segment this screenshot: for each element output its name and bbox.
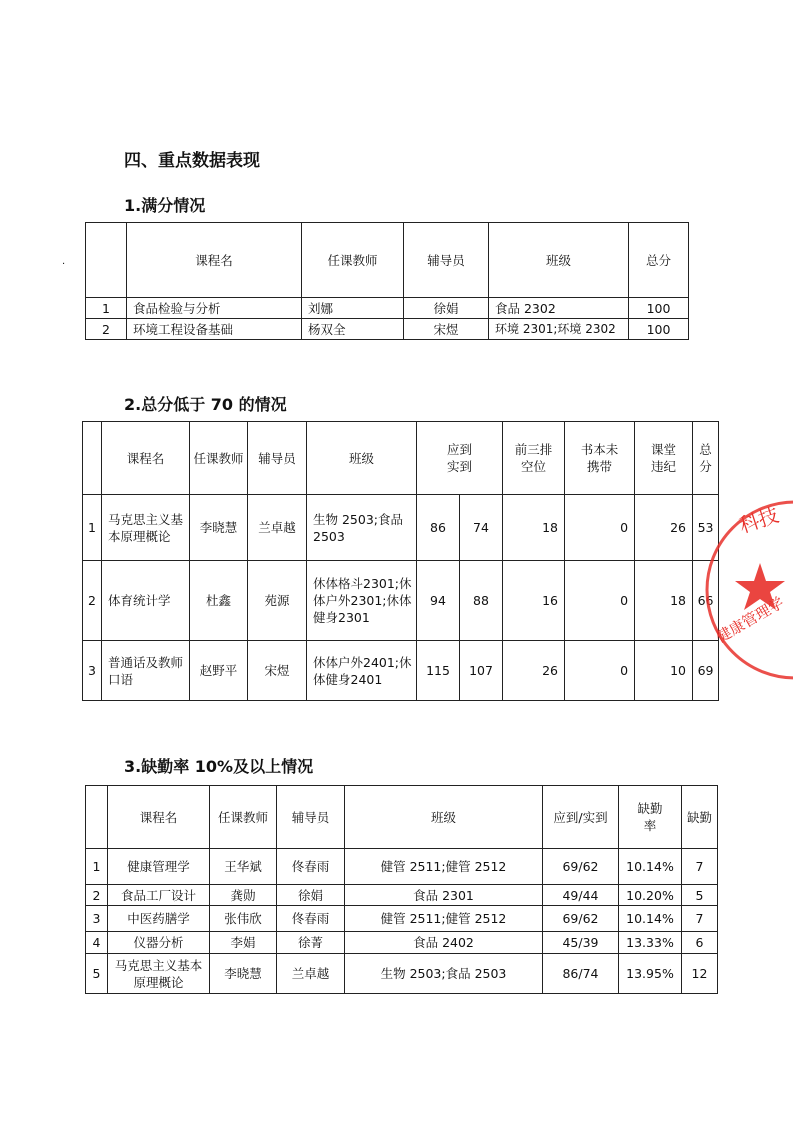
header-cell: 班级	[345, 786, 543, 849]
cell: 66	[693, 561, 719, 641]
header-cell: 缺勤率	[619, 786, 682, 849]
cell: 0	[565, 641, 635, 701]
cell: 69/62	[543, 906, 619, 932]
table-row	[86, 906, 718, 932]
cell: 0	[565, 561, 635, 641]
cell: 16	[503, 561, 565, 641]
table-row	[86, 954, 718, 994]
cell: 26	[635, 495, 693, 561]
table-header-row	[86, 786, 718, 849]
cell: 食品 2402	[345, 932, 543, 954]
cell: 徐菁	[277, 932, 345, 954]
cell: 食品 2301	[345, 885, 543, 906]
cell: 1	[83, 495, 102, 561]
cell: 健管 2511;健管 2512	[345, 849, 543, 885]
cell: 1	[86, 298, 127, 319]
cell: 53	[693, 495, 719, 561]
cell: 2	[86, 319, 127, 340]
header-cell: 任课教师	[190, 422, 248, 495]
cell: 食品工厂设计	[108, 885, 210, 906]
cell: 2	[83, 561, 102, 641]
header-cell: 总分	[693, 422, 719, 495]
cell: 宋煜	[248, 641, 307, 701]
cell: 88	[460, 561, 503, 641]
cell: 李晓慧	[210, 954, 277, 994]
cell: 7	[682, 906, 718, 932]
cell: 6	[682, 932, 718, 954]
cell: 赵野平	[190, 641, 248, 701]
header-cell: 辅导员	[248, 422, 307, 495]
cell: 马克思主义基本原理概论	[102, 495, 190, 561]
cell: 18	[635, 561, 693, 641]
full-score-table	[85, 222, 689, 340]
cell: 100	[629, 298, 689, 319]
cell: 12	[682, 954, 718, 994]
cell: 食品检验与分析	[127, 298, 302, 319]
header-cell: 班级	[307, 422, 417, 495]
cell: 兰卓越	[277, 954, 345, 994]
cell: 13.95%	[619, 954, 682, 994]
header-cell: 前三排空位	[503, 422, 565, 495]
cell: 徐娟	[277, 885, 345, 906]
cell: 18	[503, 495, 565, 561]
cell: 86/74	[543, 954, 619, 994]
table-row	[86, 298, 689, 319]
table-row	[86, 849, 718, 885]
cell: 兰卓越	[248, 495, 307, 561]
cell: 杨双全	[302, 319, 404, 340]
cell: 体育统计学	[102, 561, 190, 641]
cell: 3	[86, 906, 108, 932]
header-cell: 课程名	[108, 786, 210, 849]
cell: 中医药膳学	[108, 906, 210, 932]
cell: 5	[682, 885, 718, 906]
header-cell: 总分	[629, 223, 689, 298]
table-row	[83, 561, 719, 641]
cell: 2	[86, 885, 108, 906]
header-cell: 辅导员	[277, 786, 345, 849]
cell: 94	[417, 561, 460, 641]
cell: 45/39	[543, 932, 619, 954]
table3-title: 3.缺勤率 10%及以上情况	[124, 757, 314, 776]
cell: 86	[417, 495, 460, 561]
cell: 仪器分析	[108, 932, 210, 954]
header-cell: 任课教师	[210, 786, 277, 849]
header-cell	[86, 786, 108, 849]
cell: 10.14%	[619, 849, 682, 885]
table-header-row	[86, 223, 689, 298]
seal-text-bottom: 健康管理学	[713, 593, 787, 647]
cell: 5	[86, 954, 108, 994]
cell: 佟春雨	[277, 906, 345, 932]
cell: 107	[460, 641, 503, 701]
cell: 环境工程设备基础	[127, 319, 302, 340]
cell: 1	[86, 849, 108, 885]
cell: 普通话及教师口语	[102, 641, 190, 701]
table1-title: 1.满分情况	[124, 196, 206, 215]
cell: 0	[565, 495, 635, 561]
cell: 3	[83, 641, 102, 701]
cell: 李晓慧	[190, 495, 248, 561]
cell: 7	[682, 849, 718, 885]
cell: 49/44	[543, 885, 619, 906]
header-cell: 缺勤	[682, 786, 718, 849]
cell: 环境 2301;环境 2302	[489, 319, 629, 340]
cell: 徐娟	[404, 298, 489, 319]
header-cell: 课程名	[127, 223, 302, 298]
header-cell: 班级	[489, 223, 629, 298]
cell: 26	[503, 641, 565, 701]
cell: 张伟欣	[210, 906, 277, 932]
cell: 食品 2302	[489, 298, 629, 319]
table-row	[86, 932, 718, 954]
table-row	[83, 641, 719, 701]
cell: 龚勋	[210, 885, 277, 906]
header-cell: 辅导员	[404, 223, 489, 298]
header-cell: 应到实到	[417, 422, 503, 495]
table-header-row	[83, 422, 719, 495]
section-title: 四、重点数据表现	[124, 151, 260, 171]
cell: 李娟	[210, 932, 277, 954]
cell: 马克思主义基本原理概论	[108, 954, 210, 994]
cell: 10.14%	[619, 906, 682, 932]
header-cell: 课堂违纪	[635, 422, 693, 495]
cell: 10	[635, 641, 693, 701]
cell: 115	[417, 641, 460, 701]
cell: 10.20%	[619, 885, 682, 906]
table-row	[83, 495, 719, 561]
cell: 休体户外2401;休体健身2401	[307, 641, 417, 701]
cell: 王华斌	[210, 849, 277, 885]
cell: 4	[86, 932, 108, 954]
red-seal-stamp	[680, 485, 793, 695]
header-cell: 课程名	[102, 422, 190, 495]
table-row	[86, 885, 718, 906]
cell: 生物 2503;食品 2503	[345, 954, 543, 994]
cell: 刘娜	[302, 298, 404, 319]
stray-mark: ·	[62, 259, 66, 270]
cell: 杜鑫	[190, 561, 248, 641]
header-cell	[86, 223, 127, 298]
cell: 宋煜	[404, 319, 489, 340]
cell: 健管 2511;健管 2512	[345, 906, 543, 932]
cell: 休体格斗2301;休体户外2301;休体健身2301	[307, 561, 417, 641]
absence-table	[85, 785, 718, 994]
header-cell: 应到/实到	[543, 786, 619, 849]
cell: 13.33%	[619, 932, 682, 954]
cell: 74	[460, 495, 503, 561]
low-score-table	[82, 421, 719, 701]
header-cell: 书本未携带	[565, 422, 635, 495]
header-cell: 任课教师	[302, 223, 404, 298]
table-row	[86, 319, 689, 340]
cell: 苑源	[248, 561, 307, 641]
header-cell	[83, 422, 102, 495]
cell: 69/62	[543, 849, 619, 885]
cell: 健康管理学	[108, 849, 210, 885]
cell: 生物 2503;食品 2503	[307, 495, 417, 561]
cell: 100	[629, 319, 689, 340]
table2-title: 2.总分低于 70 的情况	[124, 395, 287, 414]
cell: 69	[693, 641, 719, 701]
seal-text-top: 科技	[736, 502, 782, 538]
cell: 佟春雨	[277, 849, 345, 885]
